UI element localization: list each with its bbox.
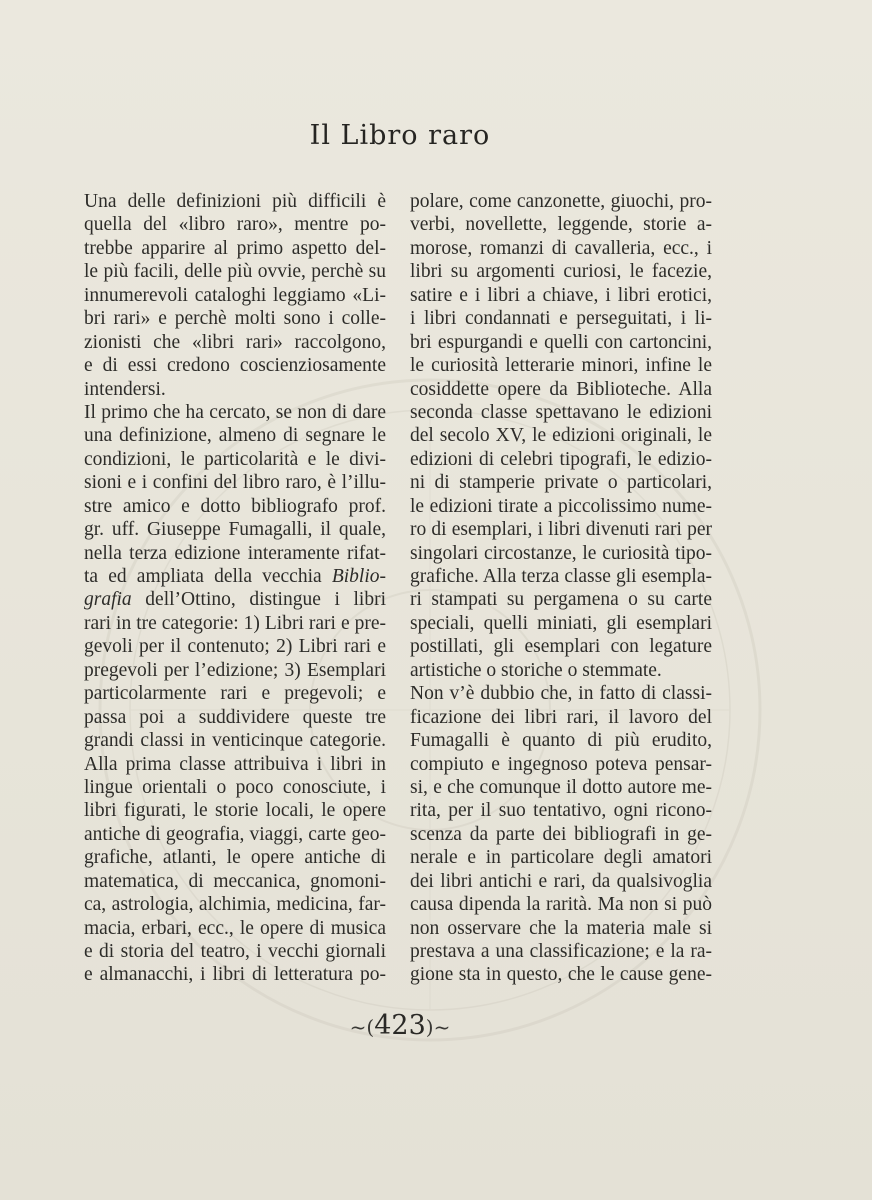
text-line: satire e i libri a chiave, i libri erotici, — [410, 284, 712, 306]
text-line: le curiosità letterarie minori, infine le — [410, 355, 712, 377]
text-line: sioni e i confini del libro raro, è l’illu- — [84, 472, 386, 494]
text-line: lingue orientali o poco conosciute, i — [84, 776, 386, 798]
text-line: postillati, gli esemplari con legature — [410, 636, 712, 658]
page-title: Il Libro raro — [309, 120, 491, 151]
text-line: speciali, quelli miniati, gli esemplari — [410, 612, 712, 634]
text-line: ficazione dei libri rari, il lavoro del — [410, 706, 712, 728]
text-line: libri figurati, le storie locali, le opere — [84, 800, 386, 822]
page-number — [0, 1010, 800, 1041]
text-line: Non v’è dubbio che, in fatto di classi- — [410, 683, 712, 705]
text-line: cosiddette opere da Biblioteche. Alla — [410, 378, 712, 400]
text-line: morose, romanzi di cavalleria, ecc., i — [410, 237, 712, 259]
text-line: nerale e in particolare degli amatori — [410, 847, 712, 869]
text-line: gr. uff. Giuseppe Fumagalli, il quale, — [84, 519, 386, 541]
text-line: verbi, novellette, leggende, storie a- — [410, 214, 712, 236]
text-line: nella terza edizione interamente rifat- — [84, 542, 386, 564]
text-line: intendersi. — [84, 378, 166, 400]
text-line: le edizioni tirate a piccolissimo nume- — [410, 495, 712, 517]
right-text-column — [410, 190, 712, 987]
text-line: zionisti che «libri rari» raccolgono, — [84, 331, 386, 353]
text-line: bri rari» e perchè molti sono i colle- — [84, 308, 386, 330]
text-line: quella del «libro raro», mentre po- — [84, 214, 386, 236]
text-line: ni di stamperie private o particolari, — [410, 472, 712, 494]
text-line: passa poi a suddividere queste tre — [84, 706, 386, 728]
text-line: singolari circostanze, le curiosità tipo- — [410, 542, 712, 564]
text-line: gevoli per il contenuto; 2) Libri rari e — [84, 636, 386, 658]
text-line: ta ed ampliata della vecchia Biblio- — [84, 566, 386, 587]
text-line: antiche di geografia, viaggi, carte geo- — [84, 823, 386, 845]
text-line: libri su argomenti curiosi, le facezie, — [410, 261, 712, 283]
text-line: ri stampati su pergamena o su carte — [410, 589, 712, 611]
text-line: causa dipenda la rarità. Ma non si può — [410, 894, 712, 916]
text-line: condizioni, le particolarità e le divi- — [84, 448, 386, 470]
text-line: grafiche. Alla terza classe gli esempla- — [410, 566, 712, 587]
text-line: grafia dell’Ottino, distingue i libri — [84, 589, 386, 611]
text-line: artistiche o storiche o stemmate. — [410, 659, 662, 681]
text-line: rita, per il suo tentativo, ogni ricono- — [410, 800, 712, 822]
text-line: si, e che comunque il dotto autore me- — [410, 776, 712, 798]
text-line: Fumagalli è quanto di più erudito, — [410, 730, 712, 752]
text-line: trebbe apparire al primo aspetto del- — [84, 237, 386, 259]
text-line: prestava a una classificazione; e la ra- — [410, 941, 712, 962]
text-line: Alla prima classe attribuiva i libri in — [84, 753, 386, 775]
text-line: ro di esemplari, i libri divenuti rari per — [410, 519, 712, 541]
text-line: seconda classe spettavano le edizioni — [410, 401, 712, 423]
text-line: Il primo che ha cercato, se non di dare — [84, 401, 386, 423]
text-line: grafiche, atlanti, le opere antiche di — [84, 847, 386, 869]
text-line: le più facili, delle più ovvie, perchè su — [84, 261, 386, 283]
text-line: innumerevoli cataloghi leggiamo «Li- — [84, 284, 386, 306]
text-line: scenza da parte dei bibliografi in ge- — [410, 823, 712, 845]
text-line: rari in tre categorie: 1) Libri rari e pre- — [84, 612, 386, 634]
text-line: non osservare che la materia male si — [410, 917, 712, 939]
text-line: pregevoli per l’edizione; 3) Esemplari — [84, 659, 386, 681]
text-line: compiuto e ingegnoso poteva pensar- — [410, 753, 712, 775]
left-text-column — [84, 190, 386, 987]
text-line: Una delle definizioni più difficili è — [84, 191, 386, 212]
text-line: e di essi credono coscienziosamente — [84, 355, 386, 377]
text-line: bri espurgandi e quelli con cartoncini, — [410, 331, 712, 353]
text-line: particolarmente rari e pregevoli; e — [84, 683, 386, 705]
page-number-right-ornament: )~ — [425, 1015, 451, 1039]
text-line: macia, erbari, ecc., le opere di musica — [84, 917, 386, 939]
text-line: edizioni di celebri tipografi, le edizio- — [410, 448, 712, 470]
text-line: una definizione, almeno di segnare le — [84, 425, 386, 447]
text-line: ca, astrologia, alchimia, medicina, far- — [84, 894, 386, 916]
text-line: grandi classi in venticinque categorie. — [84, 730, 386, 752]
text-line: e almanacchi, i libri di letteratura po- — [84, 964, 386, 986]
text-line: gione sta in questo, che le cause gene- — [410, 964, 712, 986]
page-number-value: 423 — [374, 1010, 426, 1041]
text-line: del secolo XV, le edizioni originali, le — [410, 425, 712, 447]
page-number-left-ornament: ~( — [349, 1015, 375, 1039]
text-line: i libri condannati e perseguitati, i li- — [410, 308, 712, 330]
text-line: polare, come canzonette, giuochi, pro- — [410, 191, 712, 212]
text-line: matematica, di meccanica, gnomoni- — [84, 870, 386, 892]
text-line: stre amico e dotto bibliografo prof. — [84, 495, 386, 517]
text-line: e di storia del teatro, i vecchi giornali — [84, 941, 386, 962]
text-line: dei libri antichi e rari, da qualsivoglia — [410, 870, 712, 892]
